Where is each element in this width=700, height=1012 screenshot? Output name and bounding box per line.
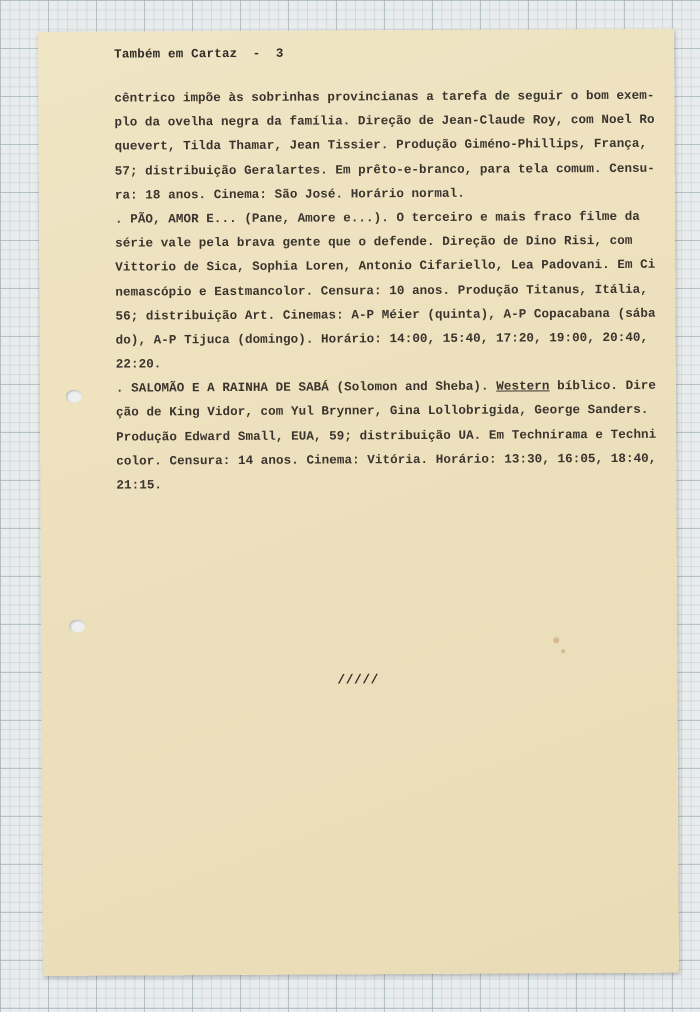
punch-hole	[69, 620, 85, 633]
text-line: ra: 18 anos. Cinema: São José. Horário normal.	[114, 186, 465, 203]
end-mark: /////	[337, 672, 379, 688]
text-line: 22:20.	[115, 357, 162, 372]
text-line: 21:15.	[116, 478, 163, 493]
underlined-word: Western	[496, 379, 550, 394]
text-line: quevert, Tilda Thamar, Jean Tissier. Produção Giméno-Phillips, França,	[114, 137, 648, 154]
rust-stain	[561, 649, 565, 653]
text-line: color. Censura: 14 anos. Cinema: Vitória. Horário: 13:30, 16:05, 18:40,	[116, 451, 657, 469]
page-number: 3	[275, 46, 284, 61]
header-title: Também em Cartaz	[114, 46, 238, 62]
text-line: série vale pela brava gente que o defende. Direção de Dino Risi, com	[115, 234, 633, 251]
paragraph-salomao	[116, 374, 667, 498]
text-line: 56; distribuição Art. Cinemas: A-P Méier (quinta), A-P Copacabana (sába	[115, 306, 656, 324]
paragraph-continuation	[114, 84, 665, 208]
text-line: . PÃO, AMOR E... (Pane, Amore e...). O terceiro e mais fraco filme da	[114, 209, 640, 227]
typewritten-page	[38, 29, 679, 976]
document-body	[114, 84, 666, 498]
text-line: Produção Edward Small, EUA, 59; distribuição UA. Em Technirama e Techni	[116, 427, 657, 445]
text-line: nemascópio e Eastmancolor. Censura: 10 anos. Produção Titanus, Itália,	[115, 282, 648, 300]
text-line: 57; distribuição Geralartes. Em prêto-e-branco, para tela comum. Censu-	[114, 161, 655, 179]
text-line: plo da ovelha negra da família. Direção de Jean-Claude Roy, com Noel Ro	[114, 112, 655, 130]
text-line: do), A-P Tijuca (domingo). Horário: 14:00, 15:40, 17:20, 19:00, 20:40,	[115, 330, 649, 348]
text-line: Vittorio de Sica, Sophia Loren, Antonio Cifariello, Lea Padovani. Em Ci	[115, 258, 656, 275]
text-line: cêntrico impõe às sobrinhas provincianas a tarefa de seguir o bom exem-	[114, 88, 655, 106]
punch-hole	[66, 390, 82, 403]
header-separator: -	[252, 46, 261, 61]
page-header	[114, 47, 284, 62]
text-line: ção de King Vidor, com Yul Brynner, Gina Lollobrigida, George Sanders.	[115, 403, 649, 421]
text-line: . SALOMÃO E A RAINHA DE SABÁ (Solomon and Sheba). Western bíblico. Dire	[115, 379, 657, 396]
rust-stain	[553, 637, 559, 643]
paragraph-pao-amor	[115, 205, 666, 377]
